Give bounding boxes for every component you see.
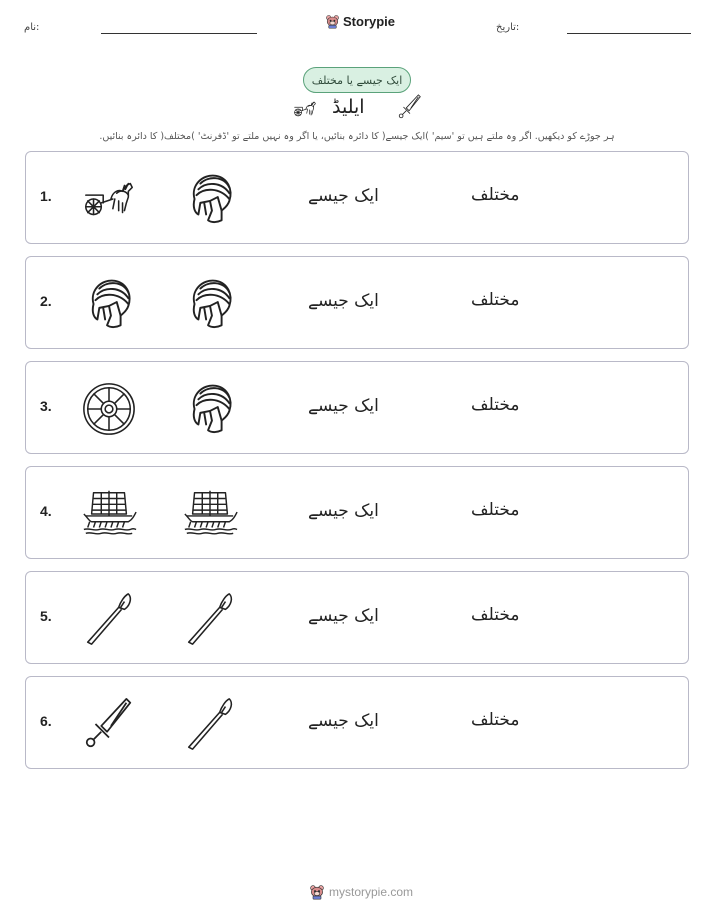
bear-mascot-icon — [325, 14, 340, 29]
exercise-row — [25, 361, 689, 454]
same-option[interactable]: ایک جیسے — [308, 501, 379, 521]
bear-mascot-icon — [309, 884, 325, 900]
same-option[interactable]: ایک جیسے — [308, 186, 379, 206]
page-title: ایلیڈ — [332, 96, 365, 118]
same-option[interactable]: ایک جیسے — [308, 606, 379, 626]
ship-icon — [181, 485, 239, 543]
sword-icon — [80, 695, 138, 753]
helmet-icon — [80, 275, 138, 333]
row-number: 5. — [40, 608, 52, 624]
helmet-icon — [181, 380, 239, 438]
shield-icon — [80, 380, 138, 438]
exercise-row — [25, 151, 689, 244]
date-write-line[interactable] — [567, 33, 691, 34]
spear-icon — [181, 695, 239, 753]
date-label: تاریخ: — [496, 22, 520, 33]
different-option[interactable]: مختلف — [471, 185, 520, 205]
different-option[interactable]: مختلف — [471, 710, 520, 730]
exercise-row — [25, 256, 689, 349]
same-option[interactable]: ایک جیسے — [308, 291, 379, 311]
row-number: 6. — [40, 713, 52, 729]
exercise-row — [25, 466, 689, 559]
name-label: نام: — [24, 22, 40, 33]
brand-name: Storypie — [343, 14, 396, 29]
different-option[interactable]: مختلف — [471, 500, 520, 520]
row-number: 2. — [40, 293, 52, 309]
ship-icon — [80, 485, 138, 543]
different-option[interactable]: مختلف — [471, 605, 520, 625]
page-title-row — [290, 92, 424, 124]
spear-icon — [80, 590, 138, 648]
exercise-row — [25, 676, 689, 769]
chariot-icon — [80, 170, 138, 228]
chariot-icon — [290, 96, 320, 122]
row-number: 4. — [40, 503, 52, 519]
activity-type-badge: ایک جیسے یا مختلف — [303, 67, 411, 93]
brand-logo — [325, 14, 395, 29]
row-number: 1. — [40, 188, 52, 204]
spear-icon — [181, 590, 239, 648]
same-option[interactable]: ایک جیسے — [308, 396, 379, 416]
row-number: 3. — [40, 398, 52, 414]
name-write-line[interactable] — [101, 33, 257, 34]
exercise-row — [25, 571, 689, 664]
different-option[interactable]: مختلف — [471, 290, 520, 310]
helmet-icon — [181, 170, 239, 228]
instructions: ہر جوڑے کو دیکھیں. اگر وہ ملتے ہیں تو 'سیم' )ایک جیسے( کا دائرہ بنائیں، یا اگر وہ نہیں ملتے تو 'ڈفرنٹ' )مختلف( کا دائرہ بنائیں. — [99, 131, 615, 142]
footer-url[interactable]: mystorypie.com — [329, 885, 414, 899]
footer — [309, 884, 413, 900]
sword-icon — [396, 92, 424, 122]
different-option[interactable]: مختلف — [471, 395, 520, 415]
helmet-icon — [181, 275, 239, 333]
same-option[interactable]: ایک جیسے — [308, 711, 379, 731]
